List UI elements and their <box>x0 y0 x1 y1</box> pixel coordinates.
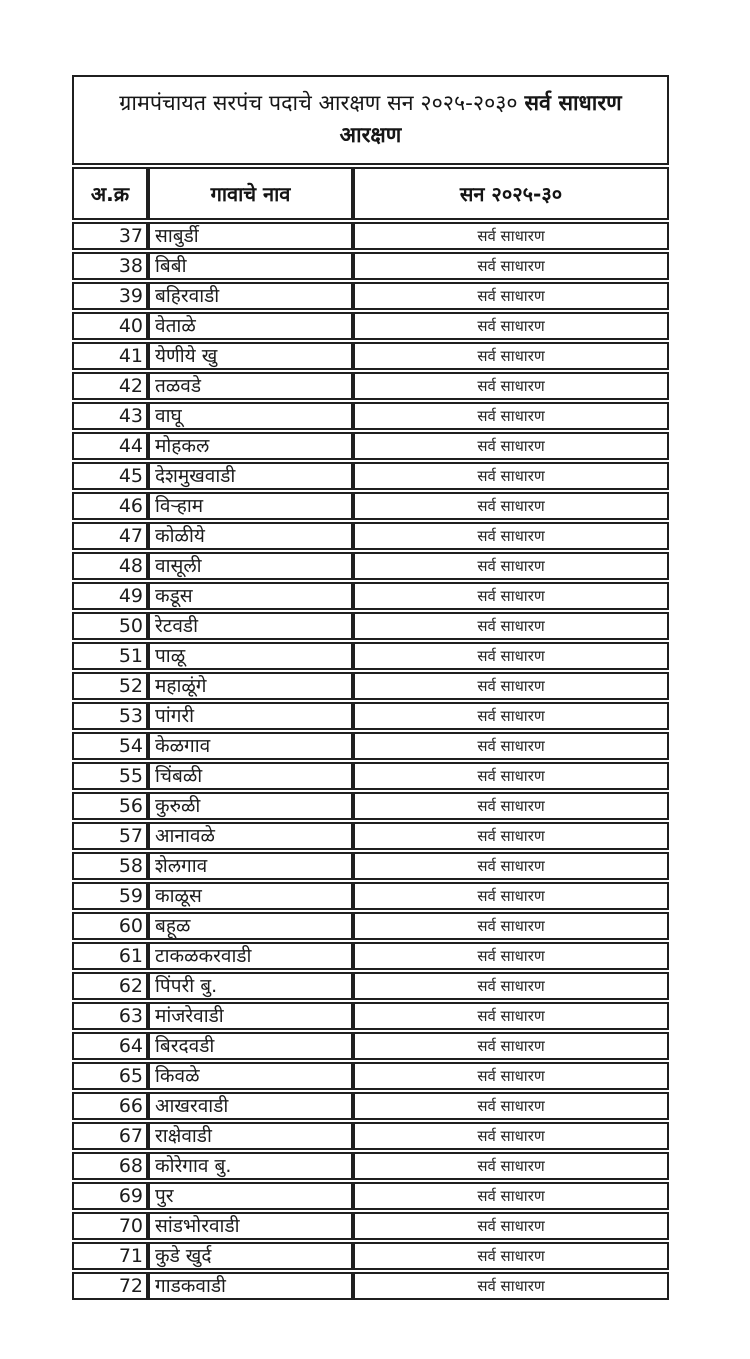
document-title-text <box>88 88 653 153</box>
serial-number-cell: 71 <box>72 1242 148 1270</box>
serial-number-cell: 68 <box>72 1152 148 1180</box>
table-row <box>72 1032 669 1060</box>
table-row <box>72 432 669 460</box>
serial-number-cell: 66 <box>72 1092 148 1120</box>
reservation-category-cell: सर्व साधारण <box>353 852 669 880</box>
table-row <box>72 852 669 880</box>
reservation-category-cell: सर्व साधारण <box>353 882 669 910</box>
table-row <box>72 342 669 370</box>
table-row <box>72 522 669 550</box>
village-name-cell: सांडभोरवाडी <box>148 1212 353 1240</box>
village-name-cell: बहूळ <box>148 912 353 940</box>
village-name-cell: वाघू <box>148 402 353 430</box>
table-row <box>72 792 669 820</box>
table-row <box>72 612 669 640</box>
reservation-category-cell: सर्व साधारण <box>353 522 669 550</box>
table-row <box>72 1122 669 1150</box>
reservation-category-cell: सर्व साधारण <box>353 672 669 700</box>
serial-number-cell: 47 <box>72 522 148 550</box>
reservation-category-cell: सर्व साधारण <box>353 1152 669 1180</box>
serial-number-cell: 45 <box>72 462 148 490</box>
village-name-cell: रेटवडी <box>148 612 353 640</box>
village-name-cell: पांगरी <box>148 702 353 730</box>
table-row <box>72 882 669 910</box>
reservation-category-cell: सर्व साधारण <box>353 612 669 640</box>
serial-number-cell: 67 <box>72 1122 148 1150</box>
village-name-cell: बिबी <box>148 252 353 280</box>
village-name-cell: पाळू <box>148 642 353 670</box>
village-name-cell: देशमुखवाडी <box>148 462 353 490</box>
table-row <box>72 312 669 340</box>
table-header-row <box>72 167 669 220</box>
title-regular-text: ग्रामपंचायत सरपंच पदाचे आरक्षण सन २०२५-२०३० <box>119 90 518 116</box>
village-name-cell: वासूली <box>148 552 353 580</box>
table-row <box>72 732 669 760</box>
village-name-cell: टाकळकरवाडी <box>148 942 353 970</box>
reservation-category-cell: सर्व साधारण <box>353 312 669 340</box>
title-bold-text: सर्व साधारण आरक्षण <box>339 90 622 148</box>
table-row <box>72 1002 669 1030</box>
table-row <box>72 372 669 400</box>
reservation-category-cell: सर्व साधारण <box>353 1272 669 1300</box>
village-name-cell: मांजरेवाडी <box>148 1002 353 1030</box>
serial-number-cell: 65 <box>72 1062 148 1090</box>
reservation-category-cell: सर्व साधारण <box>353 1122 669 1150</box>
village-name-cell: वेताळे <box>148 312 353 340</box>
village-name-cell: मोहकल <box>148 432 353 460</box>
reservation-category-cell: सर्व साधारण <box>353 912 669 940</box>
table-row <box>72 1242 669 1270</box>
serial-number-cell: 49 <box>72 582 148 610</box>
village-name-cell: विऱ्हाम <box>148 492 353 520</box>
serial-number-cell: 62 <box>72 972 148 1000</box>
table-row <box>72 582 669 610</box>
serial-number-cell: 58 <box>72 852 148 880</box>
village-name-cell: बहिरवाडी <box>148 282 353 310</box>
table-row <box>72 1182 669 1210</box>
table-row <box>72 1092 669 1120</box>
table-body <box>72 222 669 1300</box>
village-name-cell: गाडकवाडी <box>148 1272 353 1300</box>
serial-number-cell: 70 <box>72 1212 148 1240</box>
serial-number-cell: 55 <box>72 762 148 790</box>
village-name-cell: केळगाव <box>148 732 353 760</box>
table-row <box>72 702 669 730</box>
reservation-document <box>72 75 669 1302</box>
serial-number-cell: 44 <box>72 432 148 460</box>
table-row <box>72 1272 669 1300</box>
reservation-category-cell: सर्व साधारण <box>353 582 669 610</box>
table-row <box>72 972 669 1000</box>
reservation-category-cell: सर्व साधारण <box>353 252 669 280</box>
header-village-name: गावाचे नाव <box>148 167 353 220</box>
serial-number-cell: 41 <box>72 342 148 370</box>
table-row <box>72 762 669 790</box>
reservation-table <box>72 165 669 1302</box>
village-name-cell: येणीये खु <box>148 342 353 370</box>
header-serial-number: अ.क्र <box>72 167 148 220</box>
reservation-category-cell: सर्व साधारण <box>353 402 669 430</box>
reservation-category-cell: सर्व साधारण <box>353 732 669 760</box>
village-name-cell: राक्षेवाडी <box>148 1122 353 1150</box>
reservation-category-cell: सर्व साधारण <box>353 1002 669 1030</box>
document-title <box>72 75 669 165</box>
reservation-category-cell: सर्व साधारण <box>353 822 669 850</box>
reservation-category-cell: सर्व साधारण <box>353 1092 669 1120</box>
table-row <box>72 912 669 940</box>
serial-number-cell: 61 <box>72 942 148 970</box>
serial-number-cell: 69 <box>72 1182 148 1210</box>
reservation-category-cell: सर्व साधारण <box>353 492 669 520</box>
table-row <box>72 642 669 670</box>
serial-number-cell: 39 <box>72 282 148 310</box>
serial-number-cell: 43 <box>72 402 148 430</box>
village-name-cell: तळवडे <box>148 372 353 400</box>
serial-number-cell: 54 <box>72 732 148 760</box>
serial-number-cell: 72 <box>72 1272 148 1300</box>
village-name-cell: आखरवाडी <box>148 1092 353 1120</box>
reservation-category-cell: सर्व साधारण <box>353 1062 669 1090</box>
village-name-cell: शेलगाव <box>148 852 353 880</box>
village-name-cell: आनावळे <box>148 822 353 850</box>
village-name-cell: चिंबळी <box>148 762 353 790</box>
village-name-cell: पिंपरी बु. <box>148 972 353 1000</box>
reservation-category-cell: सर्व साधारण <box>353 1032 669 1060</box>
serial-number-cell: 37 <box>72 222 148 250</box>
table-row <box>72 402 669 430</box>
reservation-category-cell: सर्व साधारण <box>353 762 669 790</box>
reservation-category-cell: सर्व साधारण <box>353 342 669 370</box>
village-name-cell: कुरुळी <box>148 792 353 820</box>
serial-number-cell: 64 <box>72 1032 148 1060</box>
serial-number-cell: 38 <box>72 252 148 280</box>
reservation-category-cell: सर्व साधारण <box>353 372 669 400</box>
serial-number-cell: 51 <box>72 642 148 670</box>
village-name-cell: कडूस <box>148 582 353 610</box>
reservation-category-cell: सर्व साधारण <box>353 1242 669 1270</box>
village-name-cell: बिरदवडी <box>148 1032 353 1060</box>
reservation-category-cell: सर्व साधारण <box>353 1182 669 1210</box>
serial-number-cell: 46 <box>72 492 148 520</box>
table-row <box>72 222 669 250</box>
header-year-range: सन २०२५-३० <box>353 167 669 220</box>
table-row <box>72 1152 669 1180</box>
reservation-category-cell: सर्व साधारण <box>353 642 669 670</box>
village-name-cell: कुडे खुर्द <box>148 1242 353 1270</box>
serial-number-cell: 52 <box>72 672 148 700</box>
table-row <box>72 1062 669 1090</box>
serial-number-cell: 42 <box>72 372 148 400</box>
village-name-cell: महाळूंगे <box>148 672 353 700</box>
serial-number-cell: 53 <box>72 702 148 730</box>
table-row <box>72 282 669 310</box>
village-name-cell: कोरेगाव बु. <box>148 1152 353 1180</box>
village-name-cell: साबुर्डी <box>148 222 353 250</box>
serial-number-cell: 57 <box>72 822 148 850</box>
reservation-category-cell: सर्व साधारण <box>353 282 669 310</box>
table-row <box>72 942 669 970</box>
serial-number-cell: 63 <box>72 1002 148 1030</box>
table-row <box>72 552 669 580</box>
table-row <box>72 252 669 280</box>
table-row <box>72 462 669 490</box>
serial-number-cell: 50 <box>72 612 148 640</box>
table-row <box>72 822 669 850</box>
table-row <box>72 672 669 700</box>
reservation-category-cell: सर्व साधारण <box>353 942 669 970</box>
reservation-category-cell: सर्व साधारण <box>353 1212 669 1240</box>
reservation-category-cell: सर्व साधारण <box>353 222 669 250</box>
serial-number-cell: 56 <box>72 792 148 820</box>
serial-number-cell: 48 <box>72 552 148 580</box>
reservation-category-cell: सर्व साधारण <box>353 432 669 460</box>
village-name-cell: किवळे <box>148 1062 353 1090</box>
table-row <box>72 492 669 520</box>
reservation-category-cell: सर्व साधारण <box>353 552 669 580</box>
village-name-cell: कोळीये <box>148 522 353 550</box>
reservation-category-cell: सर्व साधारण <box>353 972 669 1000</box>
village-name-cell: काळूस <box>148 882 353 910</box>
serial-number-cell: 60 <box>72 912 148 940</box>
serial-number-cell: 59 <box>72 882 148 910</box>
reservation-category-cell: सर्व साधारण <box>353 702 669 730</box>
reservation-category-cell: सर्व साधारण <box>353 462 669 490</box>
reservation-category-cell: सर्व साधारण <box>353 792 669 820</box>
table-row <box>72 1212 669 1240</box>
serial-number-cell: 40 <box>72 312 148 340</box>
village-name-cell: पुर <box>148 1182 353 1210</box>
